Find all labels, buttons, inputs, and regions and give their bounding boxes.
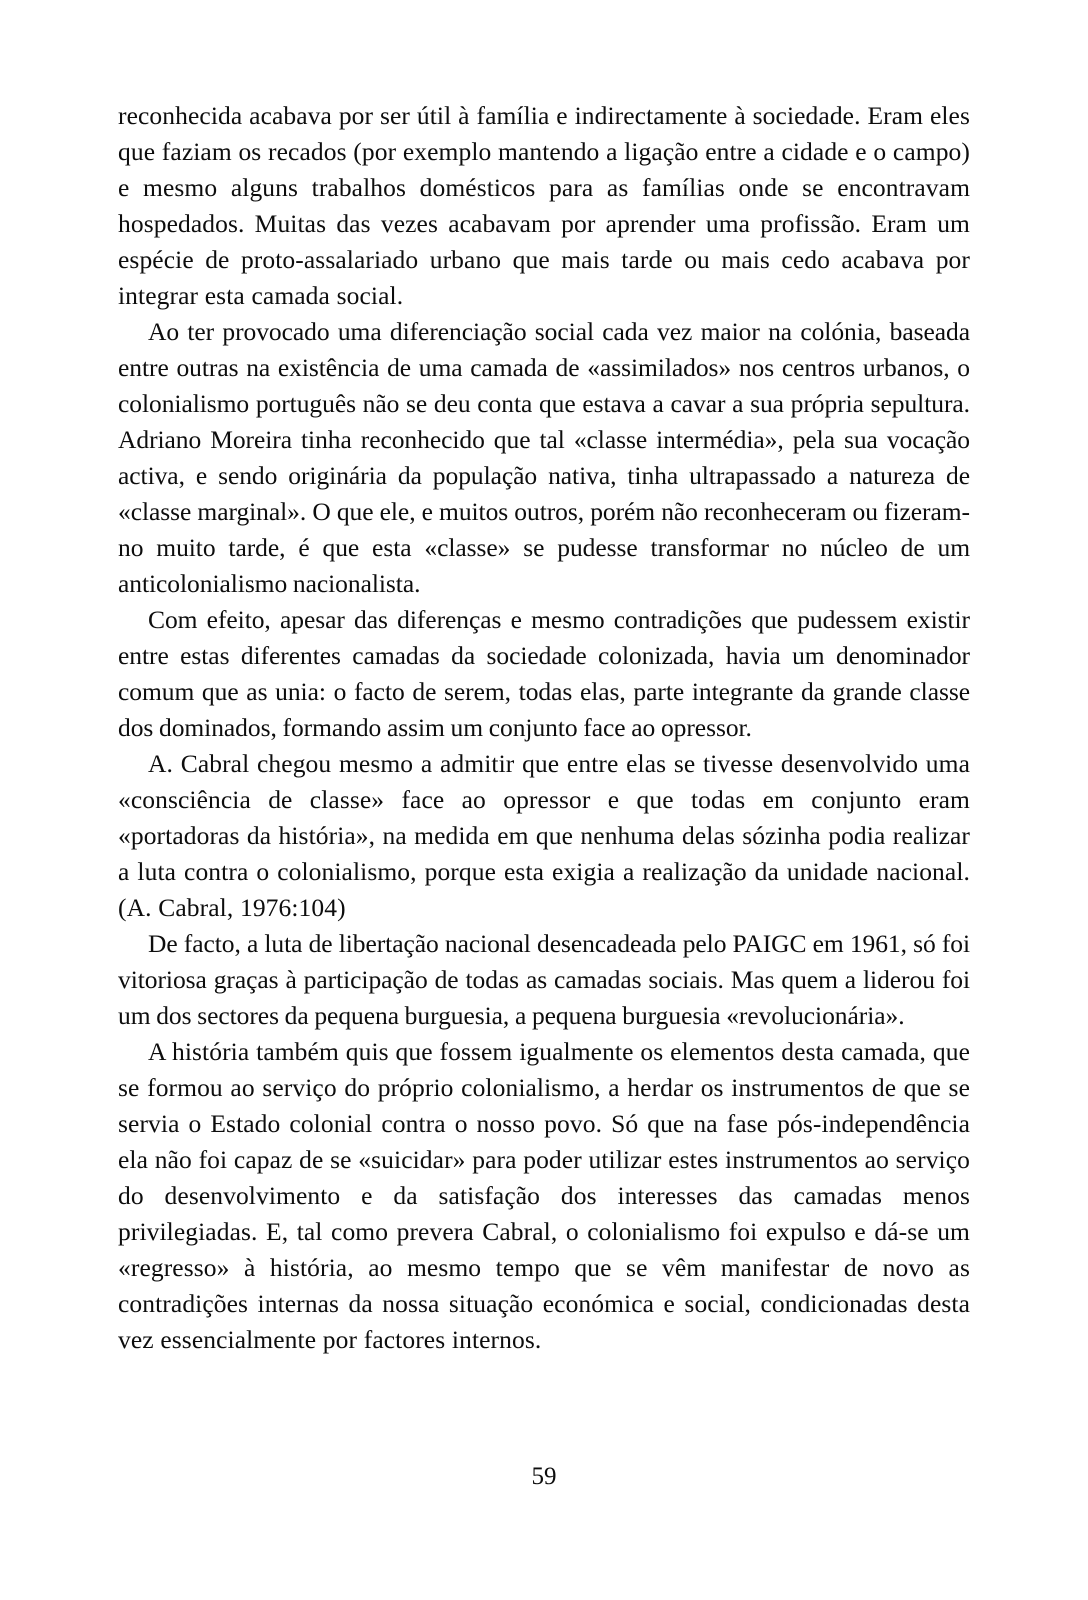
paragraph-1: reconhecida acabava por ser útil à família e indirectamente à sociedade. Eram eles que faziam os recados (por exemplo mantendo a ligação entre a cidade e o campo) e mesmo alguns trabalhos domésticos para as famílias onde se encontravam hospedados. Muitas das vezes acabavam por aprender uma profissão. Eram um espécie de proto-assalariado urbano que mais tarde ou mais cedo acabava por integrar esta camada social. xyxy=(118,101,970,310)
paragraph-5: De facto, a luta de libertação nacional desencadeada pelo PAIGC em 1961, só foi vitoriosa graças à participação de todas as camadas sociais. Mas quem a liderou foi um dos sectores da pequena burguesia, a pequena burguesia «revolucionária». xyxy=(118,929,970,1030)
paragraph-4: A. Cabral chegou mesmo a admitir que entre elas se tivesse desenvolvido uma «consciência de classe» face ao opressor e que todas em conjunto eram «portadoras da história», na medida em que nenhuma delas sózinha podia realizar a luta contra o colonialismo, porque esta exigia a realização da unidade nacional. (A. Cabral, 1976:104) xyxy=(118,749,970,922)
page-number: 59 xyxy=(531,1463,557,1490)
paragraph-2: Ao ter provocado uma diferenciação social cada vez maior na colónia, baseada entre outras na existência de uma camada de «assimilados» nos centros urbanos, o colonialismo português não se deu conta que estava a cavar a sua própria sepultura. Adriano Moreira tinha reconhecido que tal «classe intermédia», pela sua vocação activa, e sendo originária da população nativa, tinha ultrapassado a natureza de «classe marginal». O que ele, e muitos outros, porém não reconheceram ou fizeram-no muito tarde, é que esta «classe» se pudesse transformar no núcleo de um anticolonialismo nacionalista. xyxy=(118,317,970,598)
paragraph-6: A história também quis que fossem igualmente os elementos desta camada, que se formou ao serviço do próprio colonialismo, a herdar os instrumentos de que se servia o Estado colonial contra o nosso povo. Só que na fase pós-independência ela não foi capaz de se «suicidar» para poder utilizar estes instrumentos ao serviço do desenvolvimento e da satisfação dos interesses das camadas menos privilegiadas. E, tal como prevera Cabral, o colonialismo foi expulso e dá-se um «regresso» à história, ao mesmo tempo que se vêm manifestar de novo as contradições internas da nossa situação económica e social, condicionadas desta vez essencialmente por factores internos. xyxy=(118,1037,970,1354)
paragraph-3: Com efeito, apesar das diferenças e mesmo contradições que pudessem existir entre estas diferentes camadas da sociedade colonizada, havia um denominador comum que as unia: o facto de serem, todas elas, parte integrante da grande classe dos dominados, formando assim um conjunto face ao opressor. xyxy=(118,605,970,742)
body-text-block xyxy=(118,98,970,1358)
